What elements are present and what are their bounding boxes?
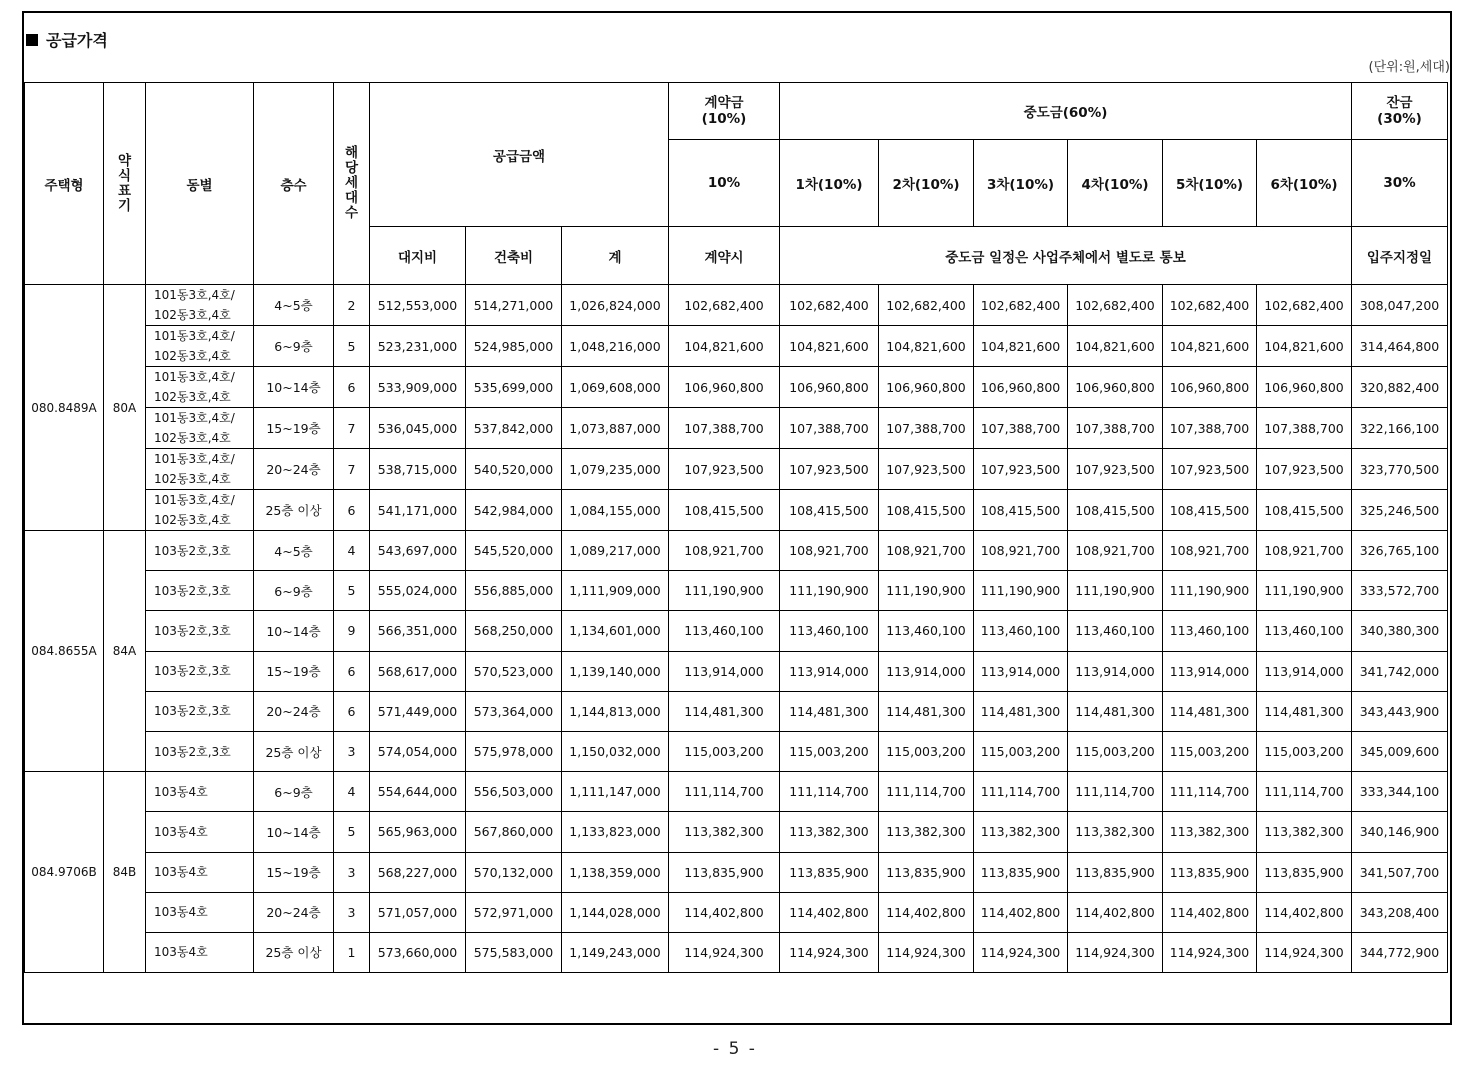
table-row xyxy=(25,367,1448,408)
cell-middle-2: 111,190,900 xyxy=(879,571,974,611)
cell-total: 1,073,887,000 xyxy=(562,408,669,449)
cell-contract: 114,481,300 xyxy=(669,691,780,731)
cell-middle-4: 113,914,000 xyxy=(1068,651,1163,691)
table-row xyxy=(25,731,1448,771)
cell-middle-1: 107,923,500 xyxy=(780,449,879,490)
cell-middle-3: 107,388,700 xyxy=(974,408,1068,449)
cell-total: 1,111,147,000 xyxy=(562,772,669,812)
cell-middle-6: 106,960,800 xyxy=(1257,367,1352,408)
table-row xyxy=(25,531,1448,571)
cell-contract: 114,402,800 xyxy=(669,892,780,932)
cell-units: 7 xyxy=(334,408,370,449)
cell-units: 9 xyxy=(334,611,370,651)
header-middle-note: 중도금 일정은 사업주체에서 별도로 통보 xyxy=(780,227,1352,285)
header-contract-when: 계약시 xyxy=(669,227,780,285)
table-row xyxy=(25,651,1448,691)
table-row xyxy=(25,932,1448,972)
cell-floor: 20~24층 xyxy=(254,892,334,932)
cell-total: 1,069,608,000 xyxy=(562,367,669,408)
cell-contract: 113,382,300 xyxy=(669,812,780,852)
cell-middle-2: 104,821,600 xyxy=(879,326,974,367)
cell-units: 3 xyxy=(334,852,370,892)
cell-middle-3: 114,481,300 xyxy=(974,691,1068,731)
header-building: 건축비 xyxy=(466,227,562,285)
header-balance-when: 입주지정일 xyxy=(1352,227,1448,285)
cell-total: 1,111,909,000 xyxy=(562,571,669,611)
cell-middle-1: 102,682,400 xyxy=(780,285,879,326)
cell-balance: 340,146,900 xyxy=(1352,812,1448,852)
cell-total: 1,144,813,000 xyxy=(562,691,669,731)
cell-building: 545,520,000 xyxy=(466,531,562,571)
cell-total: 1,150,032,000 xyxy=(562,731,669,771)
cell-units: 6 xyxy=(334,490,370,531)
cell-building: 556,503,000 xyxy=(466,772,562,812)
cell-land: 536,045,000 xyxy=(370,408,466,449)
cell-middle-4: 113,382,300 xyxy=(1068,812,1163,852)
cell-floor: 4~5층 xyxy=(254,285,334,326)
header-middle-2: 2차(10%) xyxy=(879,140,974,227)
cell-middle-3: 107,923,500 xyxy=(974,449,1068,490)
cell-middle-6: 113,382,300 xyxy=(1257,812,1352,852)
cell-dong: 103동4호 xyxy=(146,932,254,972)
cell-units: 5 xyxy=(334,571,370,611)
cell-middle-1: 108,415,500 xyxy=(780,490,879,531)
cell-middle-5: 114,402,800 xyxy=(1163,892,1257,932)
cell-middle-1: 113,914,000 xyxy=(780,651,879,691)
cell-middle-1: 114,924,300 xyxy=(780,932,879,972)
cell-land: 543,697,000 xyxy=(370,531,466,571)
cell-units: 3 xyxy=(334,731,370,771)
cell-land: 574,054,000 xyxy=(370,731,466,771)
cell-middle-1: 114,481,300 xyxy=(780,691,879,731)
cell-floor: 20~24층 xyxy=(254,449,334,490)
cell-floor: 6~9층 xyxy=(254,772,334,812)
cell-middle-4: 114,924,300 xyxy=(1068,932,1163,972)
cell-middle-4: 108,921,700 xyxy=(1068,531,1163,571)
cell-middle-5: 113,914,000 xyxy=(1163,651,1257,691)
cell-middle-5: 114,924,300 xyxy=(1163,932,1257,972)
table-row xyxy=(25,772,1448,812)
cell-abbr: 84A xyxy=(104,531,146,772)
cell-middle-6: 104,821,600 xyxy=(1257,326,1352,367)
cell-middle-2: 111,114,700 xyxy=(879,772,974,812)
header-middle-6: 6차(10%) xyxy=(1257,140,1352,227)
cell-dong: 103동4호 xyxy=(146,852,254,892)
cell-floor: 15~19층 xyxy=(254,852,334,892)
cell-floor: 25층 이상 xyxy=(254,932,334,972)
cell-middle-6: 114,402,800 xyxy=(1257,892,1352,932)
cell-middle-6: 111,114,700 xyxy=(1257,772,1352,812)
cell-middle-3: 114,402,800 xyxy=(974,892,1068,932)
cell-middle-3: 102,682,400 xyxy=(974,285,1068,326)
header-middle-4: 4차(10%) xyxy=(1068,140,1163,227)
header-contract: 계약금 (10%) xyxy=(669,83,780,140)
cell-middle-5: 113,460,100 xyxy=(1163,611,1257,651)
cell-floor: 25층 이상 xyxy=(254,731,334,771)
cell-middle-2: 113,382,300 xyxy=(879,812,974,852)
cell-contract: 113,460,100 xyxy=(669,611,780,651)
cell-middle-6: 115,003,200 xyxy=(1257,731,1352,771)
cell-middle-5: 104,821,600 xyxy=(1163,326,1257,367)
cell-balance: 323,770,500 xyxy=(1352,449,1448,490)
cell-units: 3 xyxy=(334,892,370,932)
cell-middle-3: 104,821,600 xyxy=(974,326,1068,367)
cell-middle-3: 114,924,300 xyxy=(974,932,1068,972)
cell-middle-1: 113,460,100 xyxy=(780,611,879,651)
cell-middle-2: 113,460,100 xyxy=(879,611,974,651)
cell-contract: 104,821,600 xyxy=(669,326,780,367)
cell-building: 535,699,000 xyxy=(466,367,562,408)
cell-building: 568,250,000 xyxy=(466,611,562,651)
cell-total: 1,144,028,000 xyxy=(562,892,669,932)
table-row xyxy=(25,449,1448,490)
cell-middle-3: 111,190,900 xyxy=(974,571,1068,611)
cell-contract: 107,923,500 xyxy=(669,449,780,490)
cell-building: 556,885,000 xyxy=(466,571,562,611)
table-row xyxy=(25,490,1448,531)
cell-middle-5: 113,382,300 xyxy=(1163,812,1257,852)
cell-middle-3: 108,415,500 xyxy=(974,490,1068,531)
cell-contract: 107,388,700 xyxy=(669,408,780,449)
cell-units: 4 xyxy=(334,772,370,812)
cell-dong: 101동3호,4호/ 102동3호,4호 xyxy=(146,449,254,490)
cell-middle-2: 102,682,400 xyxy=(879,285,974,326)
cell-middle-1: 107,388,700 xyxy=(780,408,879,449)
cell-building: 570,132,000 xyxy=(466,852,562,892)
table-row xyxy=(25,812,1448,852)
cell-building: 575,978,000 xyxy=(466,731,562,771)
cell-middle-1: 111,190,900 xyxy=(780,571,879,611)
cell-middle-6: 108,415,500 xyxy=(1257,490,1352,531)
cell-middle-4: 104,821,600 xyxy=(1068,326,1163,367)
cell-land: 571,449,000 xyxy=(370,691,466,731)
cell-middle-3: 108,921,700 xyxy=(974,531,1068,571)
cell-middle-5: 108,921,700 xyxy=(1163,531,1257,571)
cell-units: 4 xyxy=(334,531,370,571)
cell-floor: 10~14층 xyxy=(254,611,334,651)
cell-middle-5: 107,923,500 xyxy=(1163,449,1257,490)
cell-middle-4: 111,190,900 xyxy=(1068,571,1163,611)
cell-land: 571,057,000 xyxy=(370,892,466,932)
cell-units: 1 xyxy=(334,932,370,972)
black-square-icon xyxy=(26,34,38,46)
section-title xyxy=(26,28,108,51)
cell-total: 1,149,243,000 xyxy=(562,932,669,972)
table-row xyxy=(25,285,1448,326)
header-units: 해 당 세 대 수 xyxy=(334,83,370,285)
cell-middle-2: 115,003,200 xyxy=(879,731,974,771)
cell-building: 540,520,000 xyxy=(466,449,562,490)
cell-total: 1,026,824,000 xyxy=(562,285,669,326)
cell-balance: 326,765,100 xyxy=(1352,531,1448,571)
cell-middle-6: 114,481,300 xyxy=(1257,691,1352,731)
cell-middle-1: 115,003,200 xyxy=(780,731,879,771)
cell-middle-1: 113,382,300 xyxy=(780,812,879,852)
cell-building: 573,364,000 xyxy=(466,691,562,731)
cell-house-type: 084.9706B xyxy=(25,772,104,973)
cell-middle-1: 108,921,700 xyxy=(780,531,879,571)
cell-land: 523,231,000 xyxy=(370,326,466,367)
cell-balance: 344,772,900 xyxy=(1352,932,1448,972)
cell-units: 6 xyxy=(334,651,370,691)
cell-balance: 325,246,500 xyxy=(1352,490,1448,531)
cell-middle-6: 113,914,000 xyxy=(1257,651,1352,691)
cell-land: 573,660,000 xyxy=(370,932,466,972)
cell-middle-2: 106,960,800 xyxy=(879,367,974,408)
cell-middle-5: 102,682,400 xyxy=(1163,285,1257,326)
cell-middle-5: 115,003,200 xyxy=(1163,731,1257,771)
cell-dong: 101동3호,4호/ 102동3호,4호 xyxy=(146,285,254,326)
header-abbr: 약 식 표 기 xyxy=(104,83,146,285)
cell-total: 1,139,140,000 xyxy=(562,651,669,691)
cell-dong: 103동2호,3호 xyxy=(146,691,254,731)
header-supply-amount: 공급금액 xyxy=(370,83,669,227)
cell-contract: 108,415,500 xyxy=(669,490,780,531)
cell-middle-1: 104,821,600 xyxy=(780,326,879,367)
cell-dong: 101동3호,4호/ 102동3호,4호 xyxy=(146,490,254,531)
cell-middle-1: 114,402,800 xyxy=(780,892,879,932)
cell-contract: 102,682,400 xyxy=(669,285,780,326)
cell-land: 541,171,000 xyxy=(370,490,466,531)
cell-abbr: 80A xyxy=(104,285,146,531)
cell-middle-1: 106,960,800 xyxy=(780,367,879,408)
cell-middle-2: 114,481,300 xyxy=(879,691,974,731)
cell-middle-4: 111,114,700 xyxy=(1068,772,1163,812)
cell-balance: 340,380,300 xyxy=(1352,611,1448,651)
cell-floor: 10~14층 xyxy=(254,812,334,852)
cell-total: 1,133,823,000 xyxy=(562,812,669,852)
cell-middle-6: 111,190,900 xyxy=(1257,571,1352,611)
cell-total: 1,138,359,000 xyxy=(562,852,669,892)
cell-middle-2: 107,923,500 xyxy=(879,449,974,490)
cell-middle-6: 113,835,900 xyxy=(1257,852,1352,892)
cell-total: 1,089,217,000 xyxy=(562,531,669,571)
cell-land: 538,715,000 xyxy=(370,449,466,490)
cell-dong: 103동4호 xyxy=(146,892,254,932)
cell-floor: 4~5층 xyxy=(254,531,334,571)
header-dong: 동별 xyxy=(146,83,254,285)
cell-building: 514,271,000 xyxy=(466,285,562,326)
unit-note: (단위:원,세대) xyxy=(1368,60,1450,75)
cell-contract: 113,914,000 xyxy=(669,651,780,691)
cell-contract: 108,921,700 xyxy=(669,531,780,571)
cell-units: 6 xyxy=(334,367,370,408)
cell-floor: 6~9층 xyxy=(254,326,334,367)
cell-middle-2: 114,924,300 xyxy=(879,932,974,972)
table-row xyxy=(25,892,1448,932)
table-body xyxy=(25,285,1448,973)
table-row xyxy=(25,408,1448,449)
table-row xyxy=(25,611,1448,651)
cell-dong: 103동2호,3호 xyxy=(146,611,254,651)
cell-contract: 106,960,800 xyxy=(669,367,780,408)
cell-land: 554,644,000 xyxy=(370,772,466,812)
table-row xyxy=(25,326,1448,367)
cell-balance: 320,882,400 xyxy=(1352,367,1448,408)
cell-units: 6 xyxy=(334,691,370,731)
cell-dong: 103동4호 xyxy=(146,812,254,852)
cell-balance: 341,742,000 xyxy=(1352,651,1448,691)
cell-dong: 101동3호,4호/ 102동3호,4호 xyxy=(146,408,254,449)
cell-land: 565,963,000 xyxy=(370,812,466,852)
cell-middle-5: 106,960,800 xyxy=(1163,367,1257,408)
cell-land: 568,227,000 xyxy=(370,852,466,892)
cell-middle-5: 114,481,300 xyxy=(1163,691,1257,731)
header-middle-3: 3차(10%) xyxy=(974,140,1068,227)
header-total: 계 xyxy=(562,227,669,285)
cell-floor: 10~14층 xyxy=(254,367,334,408)
cell-balance: 341,507,700 xyxy=(1352,852,1448,892)
cell-units: 7 xyxy=(334,449,370,490)
cell-dong: 103동2호,3호 xyxy=(146,531,254,571)
cell-abbr: 84B xyxy=(104,772,146,973)
cell-land: 566,351,000 xyxy=(370,611,466,651)
cell-middle-2: 108,415,500 xyxy=(879,490,974,531)
cell-contract: 114,924,300 xyxy=(669,932,780,972)
table-row xyxy=(25,852,1448,892)
cell-floor: 20~24층 xyxy=(254,691,334,731)
cell-land: 533,909,000 xyxy=(370,367,466,408)
cell-balance: 333,344,100 xyxy=(1352,772,1448,812)
header-balance-pct: 30% xyxy=(1352,140,1448,227)
cell-balance: 314,464,800 xyxy=(1352,326,1448,367)
cell-total: 1,084,155,000 xyxy=(562,490,669,531)
cell-building: 570,523,000 xyxy=(466,651,562,691)
cell-middle-4: 106,960,800 xyxy=(1068,367,1163,408)
header-contract-pct: 10% xyxy=(669,140,780,227)
cell-middle-6: 108,921,700 xyxy=(1257,531,1352,571)
cell-middle-4: 108,415,500 xyxy=(1068,490,1163,531)
header-middle-5: 5차(10%) xyxy=(1163,140,1257,227)
table-row xyxy=(25,691,1448,731)
cell-balance: 333,572,700 xyxy=(1352,571,1448,611)
cell-middle-5: 111,114,700 xyxy=(1163,772,1257,812)
cell-middle-4: 107,923,500 xyxy=(1068,449,1163,490)
cell-balance: 343,208,400 xyxy=(1352,892,1448,932)
cell-middle-3: 115,003,200 xyxy=(974,731,1068,771)
cell-building: 567,860,000 xyxy=(466,812,562,852)
header-middle: 중도금(60%) xyxy=(780,83,1352,140)
cell-middle-6: 107,388,700 xyxy=(1257,408,1352,449)
cell-dong: 103동2호,3호 xyxy=(146,651,254,691)
cell-balance: 308,047,200 xyxy=(1352,285,1448,326)
cell-building: 542,984,000 xyxy=(466,490,562,531)
cell-middle-6: 113,460,100 xyxy=(1257,611,1352,651)
section-title-text: 공급가격 xyxy=(46,31,108,50)
cell-land: 512,553,000 xyxy=(370,285,466,326)
cell-middle-6: 102,682,400 xyxy=(1257,285,1352,326)
supply-price-table xyxy=(24,82,1448,973)
header-floor: 층수 xyxy=(254,83,334,285)
cell-middle-2: 107,388,700 xyxy=(879,408,974,449)
cell-contract: 111,114,700 xyxy=(669,772,780,812)
header-balance: 잔금 (30%) xyxy=(1352,83,1448,140)
cell-house-type: 084.8655A xyxy=(25,531,104,772)
cell-middle-2: 113,914,000 xyxy=(879,651,974,691)
cell-building: 572,971,000 xyxy=(466,892,562,932)
cell-middle-4: 115,003,200 xyxy=(1068,731,1163,771)
cell-land: 555,024,000 xyxy=(370,571,466,611)
cell-middle-4: 107,388,700 xyxy=(1068,408,1163,449)
cell-contract: 115,003,200 xyxy=(669,731,780,771)
cell-units: 2 xyxy=(334,285,370,326)
cell-floor: 25층 이상 xyxy=(254,490,334,531)
cell-middle-5: 108,415,500 xyxy=(1163,490,1257,531)
cell-dong: 101동3호,4호/ 102동3호,4호 xyxy=(146,326,254,367)
cell-units: 5 xyxy=(334,812,370,852)
cell-middle-6: 107,923,500 xyxy=(1257,449,1352,490)
cell-contract: 113,835,900 xyxy=(669,852,780,892)
cell-building: 537,842,000 xyxy=(466,408,562,449)
cell-building: 524,985,000 xyxy=(466,326,562,367)
cell-middle-4: 113,460,100 xyxy=(1068,611,1163,651)
cell-house-type: 080.8489A xyxy=(25,285,104,531)
header-middle-1: 1차(10%) xyxy=(780,140,879,227)
page-number: - 5 - xyxy=(713,1039,757,1059)
cell-middle-4: 114,481,300 xyxy=(1068,691,1163,731)
table-row xyxy=(25,571,1448,611)
cell-middle-5: 107,388,700 xyxy=(1163,408,1257,449)
cell-floor: 15~19층 xyxy=(254,651,334,691)
cell-middle-4: 113,835,900 xyxy=(1068,852,1163,892)
cell-middle-4: 102,682,400 xyxy=(1068,285,1163,326)
cell-middle-2: 113,835,900 xyxy=(879,852,974,892)
cell-middle-2: 108,921,700 xyxy=(879,531,974,571)
cell-middle-4: 114,402,800 xyxy=(1068,892,1163,932)
cell-land: 568,617,000 xyxy=(370,651,466,691)
cell-dong: 103동2호,3호 xyxy=(146,571,254,611)
cell-total: 1,134,601,000 xyxy=(562,611,669,651)
cell-middle-2: 114,402,800 xyxy=(879,892,974,932)
cell-middle-3: 106,960,800 xyxy=(974,367,1068,408)
cell-middle-5: 113,835,900 xyxy=(1163,852,1257,892)
cell-balance: 345,009,600 xyxy=(1352,731,1448,771)
cell-middle-3: 111,114,700 xyxy=(974,772,1068,812)
header-house-type: 주택형 xyxy=(25,83,104,285)
cell-middle-3: 113,382,300 xyxy=(974,812,1068,852)
cell-balance: 322,166,100 xyxy=(1352,408,1448,449)
cell-middle-1: 111,114,700 xyxy=(780,772,879,812)
cell-middle-1: 113,835,900 xyxy=(780,852,879,892)
cell-floor: 15~19층 xyxy=(254,408,334,449)
cell-units: 5 xyxy=(334,326,370,367)
cell-middle-3: 113,835,900 xyxy=(974,852,1068,892)
cell-middle-3: 113,460,100 xyxy=(974,611,1068,651)
cell-contract: 111,190,900 xyxy=(669,571,780,611)
cell-middle-5: 111,190,900 xyxy=(1163,571,1257,611)
cell-middle-6: 114,924,300 xyxy=(1257,932,1352,972)
cell-total: 1,048,216,000 xyxy=(562,326,669,367)
cell-dong: 103동2호,3호 xyxy=(146,731,254,771)
cell-floor: 6~9층 xyxy=(254,571,334,611)
cell-middle-3: 113,914,000 xyxy=(974,651,1068,691)
cell-dong: 103동4호 xyxy=(146,772,254,812)
header-land: 대지비 xyxy=(370,227,466,285)
cell-total: 1,079,235,000 xyxy=(562,449,669,490)
cell-dong: 101동3호,4호/ 102동3호,4호 xyxy=(146,367,254,408)
cell-balance: 343,443,900 xyxy=(1352,691,1448,731)
cell-building: 575,583,000 xyxy=(466,932,562,972)
